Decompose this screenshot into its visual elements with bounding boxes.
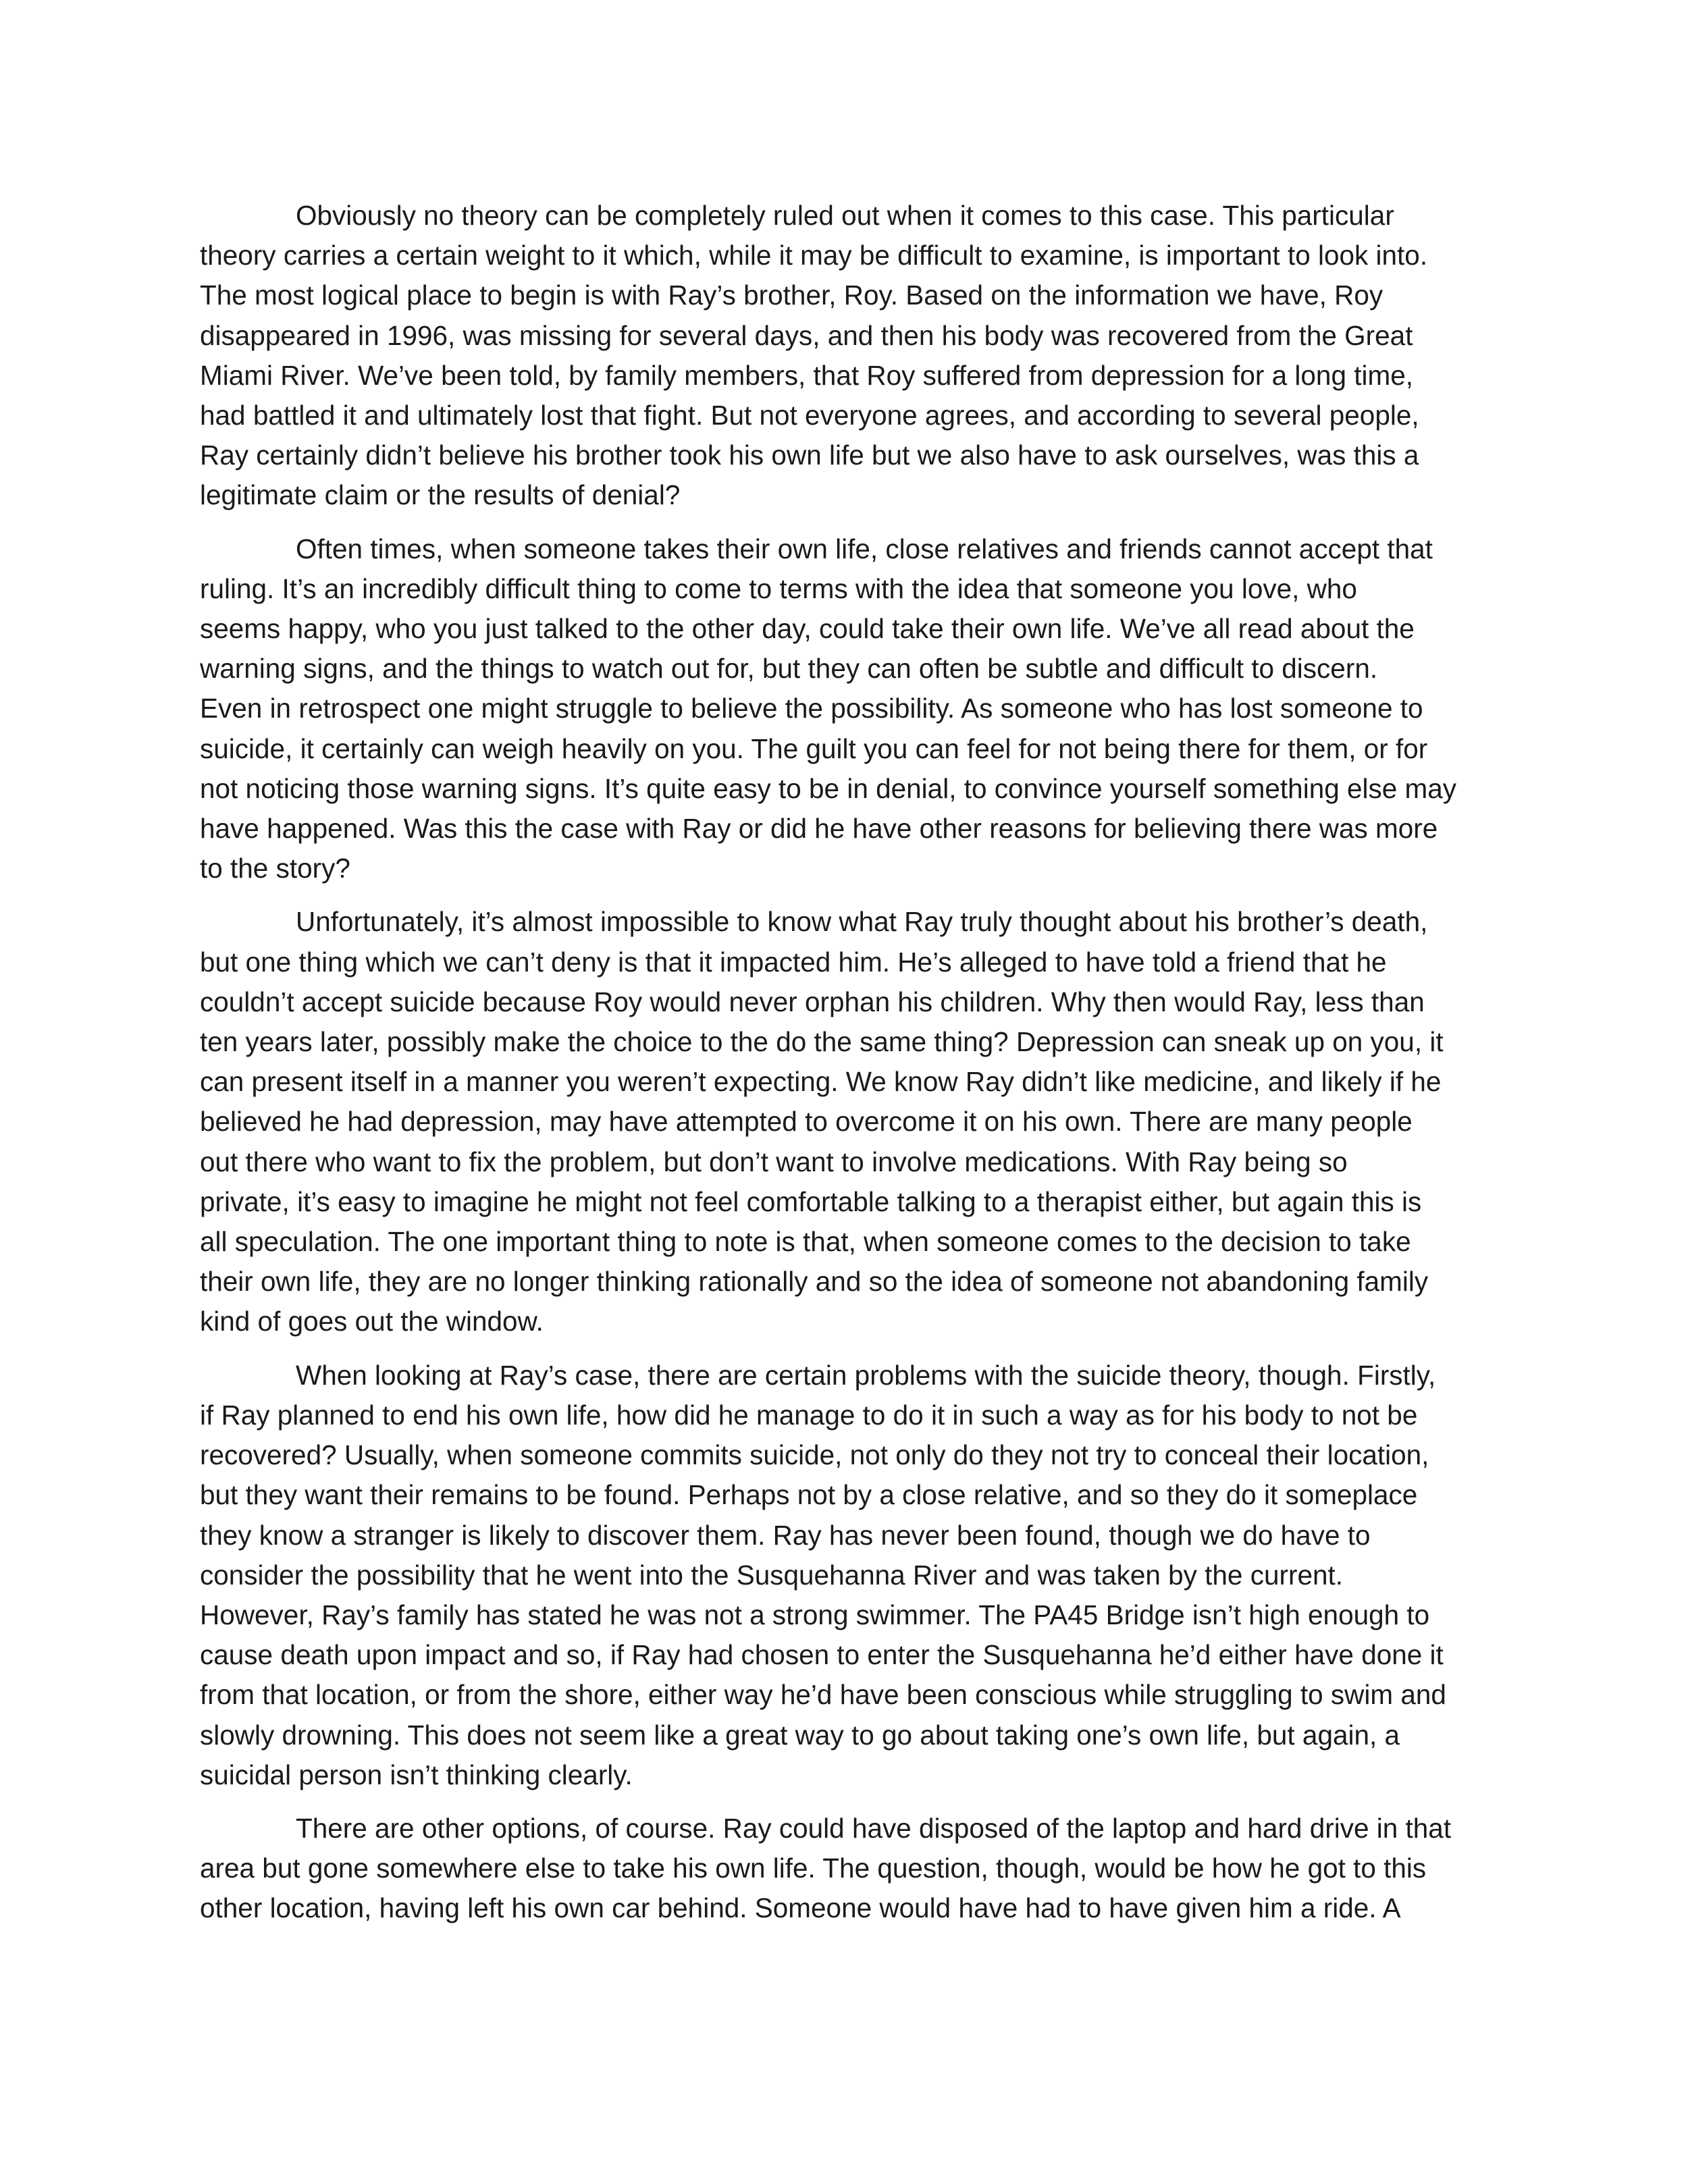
text-line: seems happy, who you just talked to the other day, could take their own life. We’ve all read about the	[200, 613, 1415, 645]
text-line: have happened. Was this the case with Ray or did he have other reasons for believing there was more	[200, 813, 1438, 845]
text-line: Even in retrospect one might struggle to believe the possibility. As someone who has lost someone to	[200, 693, 1423, 724]
paragraph-5	[200, 1809, 1491, 1929]
text-line: recovered? Usually, when someone commits suicide, not only do they not try to conceal their location,	[200, 1439, 1429, 1471]
paragraph-4	[200, 1356, 1491, 1795]
text-line: out there who want to fix the problem, but don’t want to involve medications. With Ray being so	[200, 1146, 1348, 1177]
text-line: theory carries a certain weight to it which, while it may be difficult to examine, is important to look into.	[200, 240, 1428, 271]
text-line: suicidal person isn’t thinking clearly.	[200, 1759, 633, 1790]
text-line: legitimate claim or the results of denial?	[200, 479, 681, 511]
text-line: not noticing those warning signs. It’s quite easy to be in denial, to convince yourself something else may	[200, 772, 1457, 804]
text-line: Obviously no theory can be completely ruled out when it comes to this case. This particular	[296, 200, 1394, 231]
text-line: if Ray planned to end his own life, how did he manage to do it in such a way as for his body to not be	[200, 1399, 1418, 1431]
text-line: kind of goes out the window.	[200, 1306, 544, 1337]
text-line: had battled it and ultimately lost that fight. But not everyone agrees, and according to several people,	[200, 400, 1419, 431]
text-line: from that location, or from the shore, either way he’d have been conscious while struggling to swim and	[200, 1679, 1446, 1711]
text-line: ten years later, possibly make the choice to the do the same thing? Depression can sneak up on you, it	[200, 1026, 1444, 1058]
text-line: they know a stranger is likely to discover them. Ray has never been found, though we do have to	[200, 1519, 1371, 1551]
text-line: all speculation. The one important thing to note is that, when someone comes to the decision to take	[200, 1226, 1411, 1258]
text-line: to the story?	[200, 853, 350, 884]
text-line: warning signs, and the things to watch out for, but they can often be subtle and difficult to discern.	[200, 653, 1378, 685]
paragraph-3	[200, 902, 1491, 1341]
text-line: cause death upon impact and so, if Ray had chosen to enter the Susquehanna he’d either have done it	[200, 1639, 1444, 1671]
text-line: ruling. It’s an incredibly difficult thing to come to terms with the idea that someone you love, who	[200, 572, 1357, 604]
document-body	[200, 196, 1491, 1942]
text-line: When looking at Ray’s case, there are certain problems with the suicide theory, though. Firstly,	[296, 1359, 1436, 1391]
text-line: believed he had depression, may have attempted to overcome it on his own. There are many people	[200, 1106, 1413, 1138]
text-line: but they want their remains to be found. Perhaps not by a close relative, and so they do it someplace	[200, 1479, 1418, 1511]
text-line: but one thing which we can’t deny is that it impacted him. He’s alleged to have told a friend that he	[200, 946, 1387, 978]
text-line: The most logical place to begin is with Ray’s brother, Roy. Based on the information we have, Roy	[200, 279, 1383, 311]
text-line: Unfortunately, it’s almost impossible to know what Ray truly thought about his brother’s death,	[296, 906, 1428, 938]
text-line: other location, having left his own car behind. Someone would have had to have given him a ride. A	[200, 1892, 1401, 1924]
text-line: suicide, it certainly can weigh heavily on you. The guilt you can feel for not being there for them, or for	[200, 733, 1428, 764]
text-line: Miami River. We’ve been told, by family members, that Roy suffered from depression for a long time,	[200, 359, 1413, 391]
text-line: can present itself in a manner you weren’t expecting. We know Ray didn’t like medicine, and likely if he	[200, 1066, 1442, 1098]
text-line: area but gone somewhere else to take his own life. The question, though, would be how he got to this	[200, 1853, 1427, 1884]
paragraph-1	[200, 196, 1491, 516]
text-line: private, it’s easy to imagine he might not feel comfortable talking to a therapist either, but again this is	[200, 1186, 1422, 1217]
text-line: slowly drowning. This does not seem like a great way to go about taking one’s own life, but again, a	[200, 1719, 1400, 1751]
text-line: However, Ray’s family has stated he was not a strong swimmer. The PA45 Bridge isn’t high enough to	[200, 1599, 1430, 1630]
text-line: Ray certainly didn’t believe his brother took his own life but we also have to ask ourselves, was this a	[200, 440, 1419, 471]
text-line: couldn’t accept suicide because Roy would never orphan his children. Why then would Ray, less than	[200, 986, 1425, 1017]
text-line: There are other options, of course. Ray could have disposed of the laptop and hard drive in that	[296, 1812, 1452, 1844]
text-line: disappeared in 1996, was missing for several days, and then his body was recovered from the Great	[200, 319, 1413, 351]
text-line: their own life, they are no longer thinking rationally and so the idea of someone not abandoning family	[200, 1266, 1429, 1298]
text-line: consider the possibility that he went into the Susquehanna River and was taken by the current.	[200, 1559, 1344, 1591]
text-line: Often times, when someone takes their own life, close relatives and friends cannot accept that	[296, 533, 1433, 564]
paragraph-2	[200, 529, 1491, 889]
